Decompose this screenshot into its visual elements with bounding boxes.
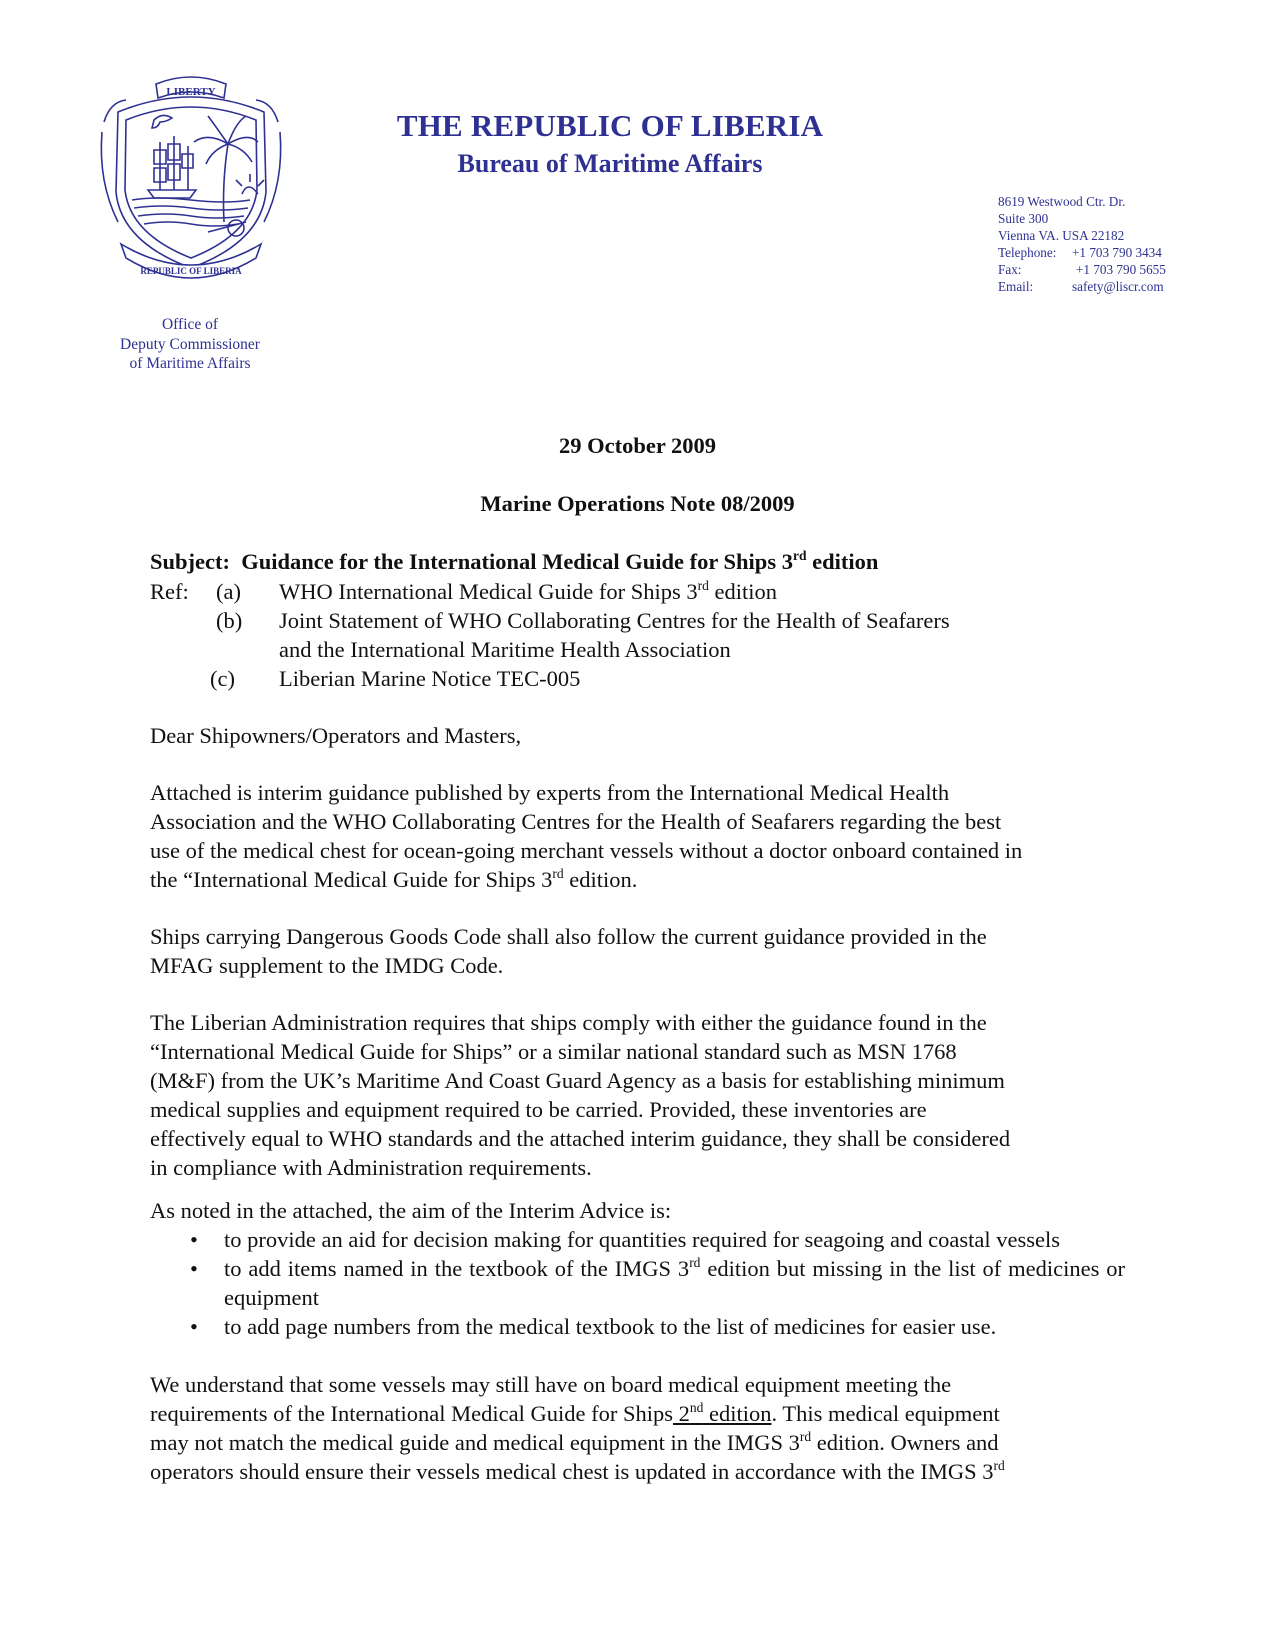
list-item: • to add page numbers from the medical textbook to the list of medicines for easier use.	[190, 1314, 997, 1339]
telephone-number: +1 703 790 3434	[1072, 245, 1162, 260]
ref-c-letter: (c)	[210, 666, 235, 691]
email-address[interactable]: safety@liscr.com	[1072, 279, 1164, 294]
email-label: Email:	[998, 279, 1034, 294]
email-line	[998, 278, 1166, 295]
ref-label: Ref:	[150, 579, 189, 604]
office-line: of Maritime Affairs	[129, 355, 251, 372]
office-line: Office of	[161, 316, 219, 333]
document-date: 29 October 2009	[558, 433, 717, 458]
list-item: • to add items named in the textbook of the IMGS 3rd edition but missing in the list of medicines or equipment	[190, 1255, 1125, 1310]
fax-label: Fax:	[998, 262, 1022, 277]
ref-a-letter: (a)	[216, 579, 241, 604]
subject-label: Subject:	[150, 549, 230, 574]
paragraph-1: Attached is interim guidance published by experts from the International Medical Health Association and the WHO Collaborating Centres for the Health of Seafarers regarding the best use of the medical chest for ocean-going merchant vessels without a doctor onboard contained in the “International Medical Guide for Ships 3rd edition.	[150, 780, 1023, 892]
note-title: Marine Operations Note 08/2009	[480, 491, 795, 516]
underlined-edition: 2nd edition	[672, 1400, 772, 1426]
ref-b-letter: (b)	[216, 608, 243, 633]
office-block	[100, 315, 280, 374]
liberia-seal-logo	[96, 72, 286, 290]
telephone-label: Telephone:	[998, 245, 1057, 260]
address-line: 8619 Westwood Ctr. Dr.	[998, 194, 1126, 209]
salutation: Dear Shipowners/Operators and Masters,	[150, 723, 522, 748]
office-line: Deputy Commissioner	[120, 335, 260, 353]
letterhead-title: THE REPUBLIC OF LIBERIA	[396, 108, 824, 143]
aim-intro: As noted in the attached, the aim of the Interim Advice is:	[150, 1198, 672, 1223]
subject-line	[150, 549, 878, 575]
ref-b-line2: and the International Maritime Health Association	[279, 637, 731, 662]
telephone-line	[998, 244, 1166, 261]
address-block	[998, 193, 1166, 295]
fax-line	[998, 261, 1166, 278]
bullet-icon: •	[190, 1227, 198, 1252]
subject-text: Guidance for the International Medical Guide for Ships 3	[241, 549, 793, 574]
aim-bullet-list	[150, 1225, 1125, 1341]
bullet-icon: •	[190, 1314, 198, 1339]
list-item: • to provide an aid for decision making for quantities required for seagoing and coastal vessels	[190, 1227, 1061, 1252]
ref-a-text: WHO International Medical Guide for Ships 3rd edition	[279, 578, 778, 604]
seal-top-text: LIBERTY	[166, 86, 216, 98]
seal-bottom-text: REPUBLIC OF LIBERIA	[140, 266, 242, 276]
paragraph-2: Ships carrying Dangerous Goods Code shall also follow the current guidance provided in the MFAG supplement to the IMDG Code.	[150, 924, 987, 978]
fax-number: +1 703 790 5655	[1076, 262, 1166, 277]
subject-tail: edition	[806, 549, 879, 574]
subject-sup: rd	[792, 548, 807, 564]
ref-c-text: Liberian Marine Notice TEC-005	[279, 666, 581, 691]
address-line: Vienna VA. USA 22182	[998, 228, 1125, 243]
address-line: Suite 300	[998, 211, 1049, 226]
paragraph-4: We understand that some vessels may still have on board medical equipment meeting the requirements of the International Medical Guide for Ships 2nd edition. This medical equipment may not match the medical guide and medical equipment in the IMGS 3rd edition. Owners and operators should ensure their vessels medical chest is updated in accordance with the IMGS 3rd	[150, 1372, 1005, 1484]
ref-b-line1: Joint Statement of WHO Collaborating Centres for the Health of Seafarers	[279, 608, 950, 633]
letterhead-subtitle: Bureau of Maritime Affairs	[457, 149, 763, 178]
bullet-icon: •	[190, 1256, 198, 1281]
paragraph-3: The Liberian Administration requires that ships comply with either the guidance found in the “International Medical Guide for Ships” or a similar national standard such as MSN 1768 (M&F) from the UK’s Maritime And Coast Guard Agency as a basis for establishing minimum medical supplies and equipment required to be carried. Provided, these inventories are effectively equal to WHO standards and the attached interim guidance, they shall be considered in compliance with Administration requirements.	[150, 1010, 1011, 1180]
